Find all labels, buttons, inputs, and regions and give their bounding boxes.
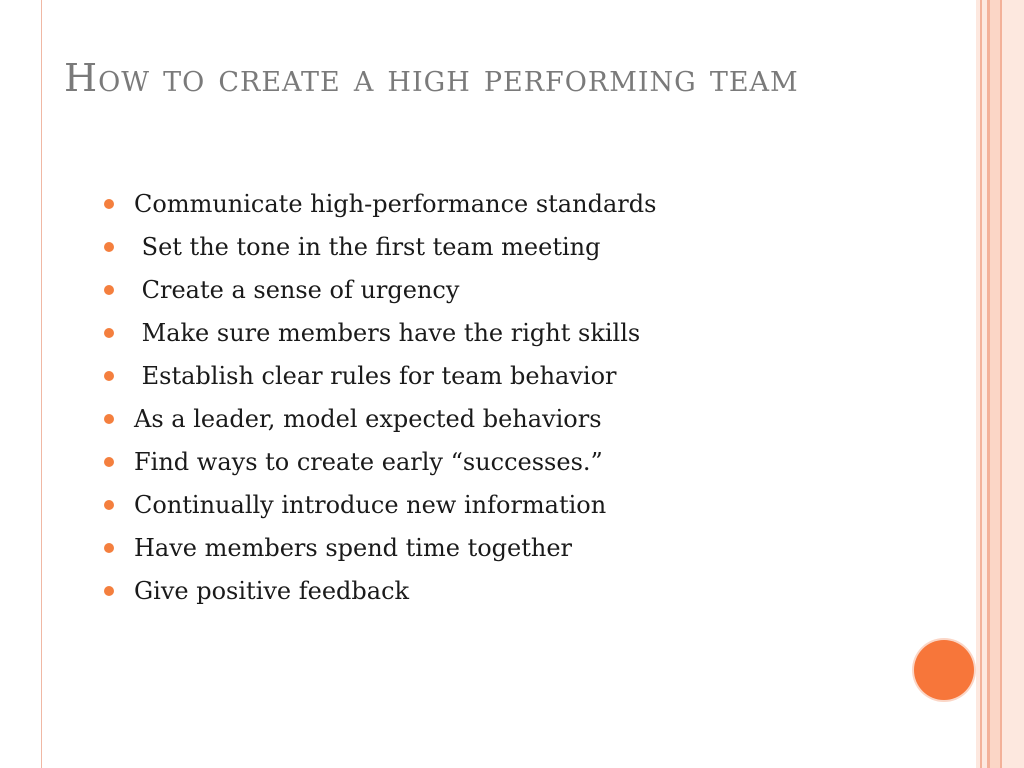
bullet-icon [104,457,114,467]
list-item [104,312,904,355]
orange-circle-decoration [914,640,974,700]
bullet-icon [104,371,114,381]
bullet-icon [104,285,114,295]
bullet-text: As a leader, model expected behaviors [134,405,602,433]
bullet-icon [104,414,114,424]
bullet-list [104,183,904,613]
slide-title: How to create a high performing team [64,56,799,100]
bullet-icon [104,586,114,596]
bullet-icon [104,242,114,252]
bullet-text: Make sure members have the right skills [134,319,641,347]
bullet-text: Continually introduce new information [134,491,607,519]
bullet-text: Find ways to create early “successes.” [134,448,603,476]
list-item [104,355,904,398]
list-item [104,441,904,484]
bullet-icon [104,328,114,338]
right-stripes-decoration [976,0,1024,768]
list-item [104,398,904,441]
left-border-decoration [0,0,42,768]
bullet-icon [104,543,114,553]
list-item [104,183,904,226]
list-item [104,226,904,269]
list-item [104,527,904,570]
list-item [104,570,904,613]
bullet-text: Communicate high-performance standards [134,190,657,218]
bullet-icon [104,500,114,510]
bullet-text: Create a sense of urgency [134,276,460,304]
bullet-text: Establish clear rules for team behavior [134,362,617,390]
bullet-text: Give positive feedback [134,577,410,605]
list-item [104,269,904,312]
bullet-text: Have members spend time together [134,534,573,562]
bullet-icon [104,199,114,209]
bullet-text: Set the tone in the first team meeting [134,233,601,261]
list-item [104,484,904,527]
